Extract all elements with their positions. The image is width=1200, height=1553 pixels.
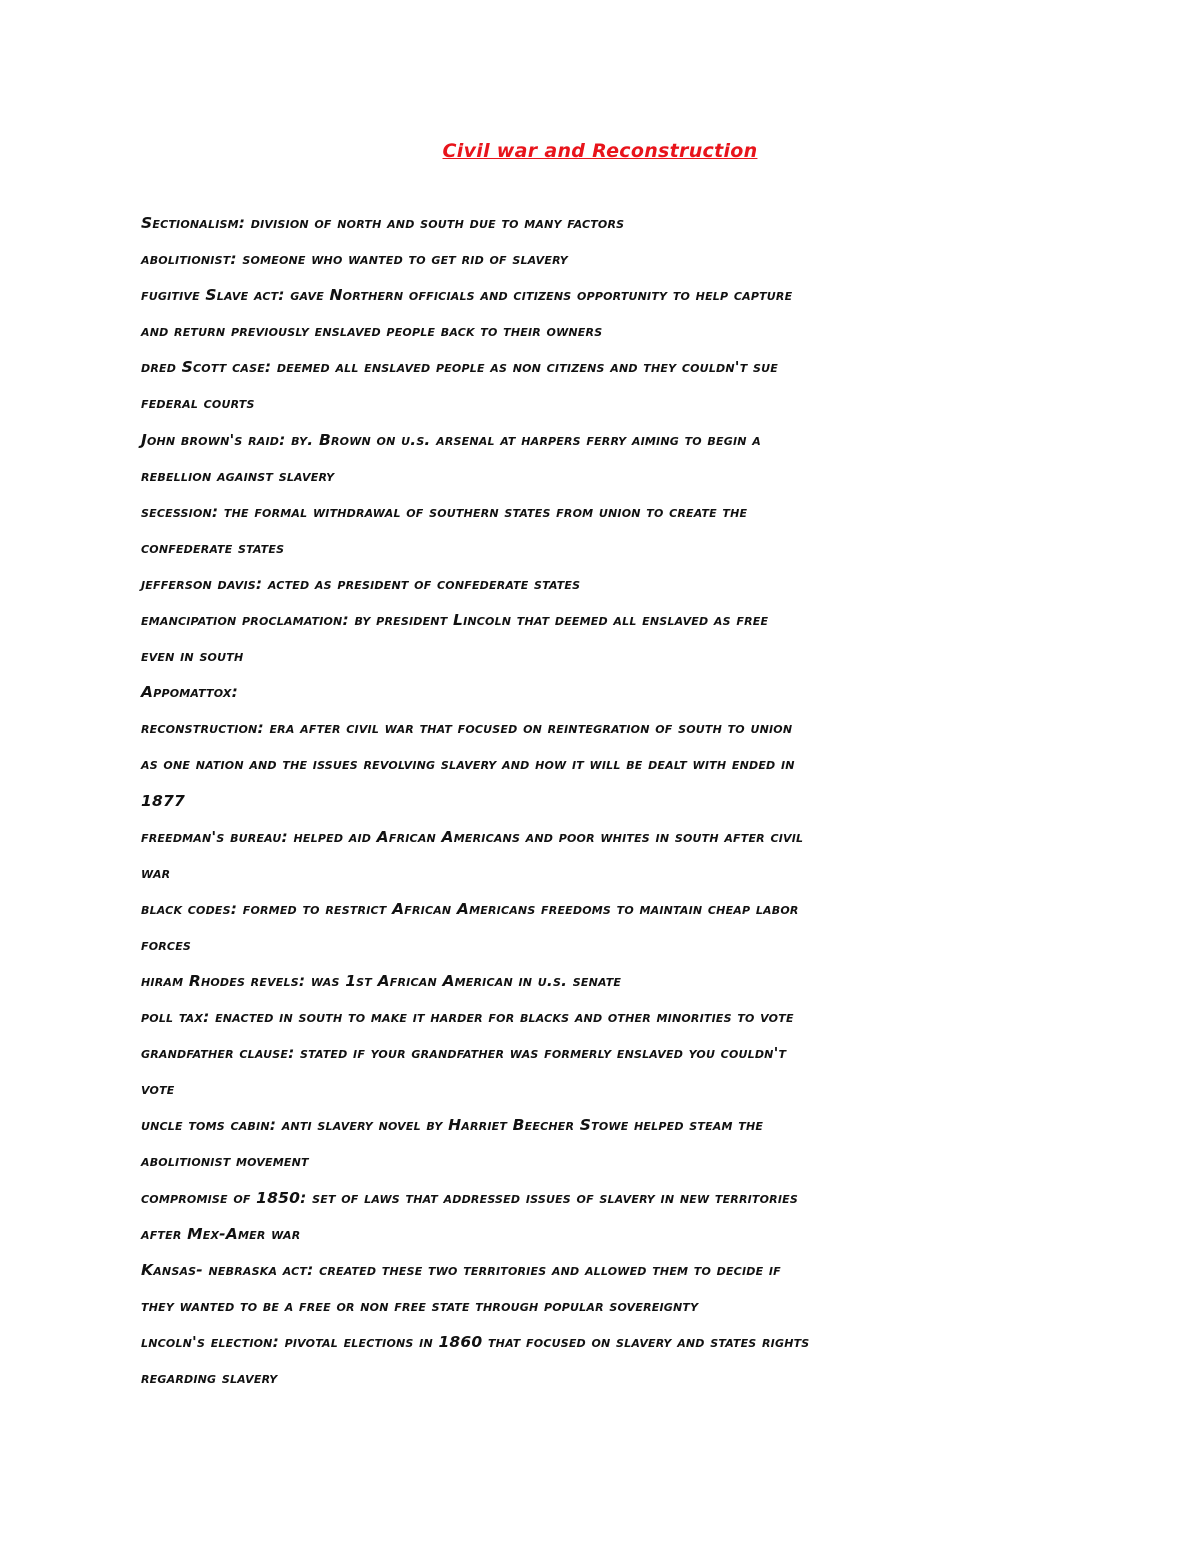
text-line: rebellion against slavery [141,466,335,485]
text-line: lncoln's election: pivotal elections in 1860 that focused on slavery and states rights [141,1332,810,1351]
text-line: 1877 [141,791,185,810]
text-line: grandfather clause: stated if your grandfather was formerly enslaved you couldn't [141,1044,787,1063]
text-line: dred Scott case: deemed all enslaved people as non citizens and they couldn't sue [141,358,778,377]
text-line: uncle toms cabin: anti slavery novel by Harriet Beecher Stowe helped steam the [141,1116,764,1135]
text-line: hiram Rhodes revels: was 1st African American in u.s. senate [141,971,622,990]
text-line: war [141,863,171,882]
text-line: emancipation proclamation: by president Lincoln that deemed all enslaved as free [141,611,769,630]
text-line: even in south [141,647,244,666]
text-line: abolitionist: someone who wanted to get rid of slavery [141,250,568,269]
text-line: reconstruction: era after civil war that focused on reintegration of south to union [141,719,793,738]
text-line: vote [141,1080,175,1099]
text-line: poll tax: enacted in south to make it harder for blacks and other minorities to vote [141,1008,794,1027]
text-line: Kansas- nebraska act: created these two territories and allowed them to decide if [141,1260,781,1279]
text-line: regarding slavery [141,1369,278,1387]
text-line: abolitionist movement [141,1152,309,1171]
text-line: black codes: formed to restrict African Americans freedoms to maintain cheap labor [141,899,799,918]
text-line: fugitive Slave act: gave Northern officials and citizens opportunity to help capture [141,286,793,305]
text-line: federal courts [141,394,255,413]
text-line: compromise of 1850: set of laws that addressed issues of slavery in new territories [141,1188,798,1207]
text-line: John brown's raid: by. Brown on u.s. arsenal at harpers ferry aiming to begin a [141,430,761,449]
text-line: Appomattox: [141,683,238,702]
document-title: Civil war and Reconstruction [442,140,758,162]
document-body [141,205,1056,1396]
text-line: freedman's bureau: helped aid African Americans and poor whites in south after civil [141,827,804,846]
text-line: as one nation and the issues revolving slavery and how it will be dealt with ended in [141,755,795,774]
text-line: confederate states [141,538,285,557]
text-line: secession: the formal withdrawal of southern states from union to create the [141,502,748,521]
text-line: forces [141,935,192,954]
text-line: they wanted to be a free or non free state through popular sovereignty [141,1296,699,1315]
text-line: after Mex-Amer war [141,1224,301,1243]
text-line: jefferson davis: acted as president of confederate states [141,574,581,593]
text-line: Sectionalism: division of north and south due to many factors [141,214,625,232]
text-line: and return previously enslaved people back to their owners [141,322,603,341]
